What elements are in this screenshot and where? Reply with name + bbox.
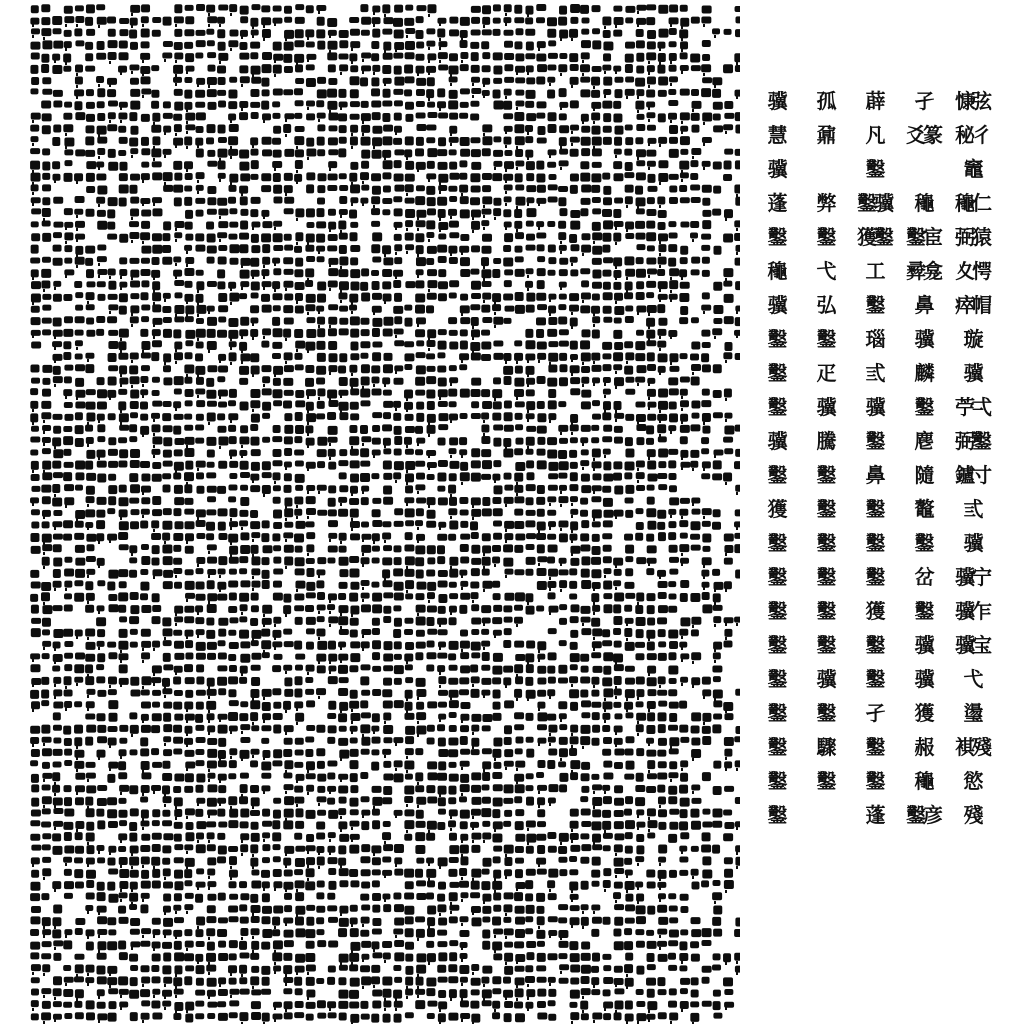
glyph: 骥 [767, 89, 785, 113]
dense-halftone-text-block [30, 0, 740, 1024]
glyph: 弎 [865, 361, 883, 385]
glyph: 褀殘 [955, 735, 989, 759]
glyph: 麟 [914, 361, 932, 385]
glyph: 鑿 [767, 565, 785, 589]
glyph: 秘彳 [955, 123, 989, 147]
glyph: 弎 [963, 497, 981, 521]
halftone-texture-image [30, 0, 740, 1024]
glyph: 骥 [767, 157, 785, 181]
glyph: 鑿 [767, 803, 785, 827]
glyph: 鑿 [865, 735, 883, 759]
glyph: 璗 [963, 701, 981, 725]
glyph: 骥 [914, 327, 932, 351]
glyph: 殘 [963, 803, 981, 827]
glyph: 鑿 [816, 599, 834, 623]
glyph: 麀 [914, 429, 932, 453]
glyph: 鼻 [914, 293, 932, 317]
glyph: 弋 [963, 667, 981, 691]
glyph: 蓬 [865, 803, 883, 827]
glyph: 鑿 [816, 701, 834, 725]
glyph: 鼐 [816, 123, 834, 147]
glyph: 鑿 [816, 531, 834, 555]
glyph: 骥 [865, 395, 883, 419]
glyph: 鑿 [865, 769, 883, 793]
glyph: 孑 [914, 89, 932, 113]
glyph: 骥乍 [955, 599, 989, 623]
glyph: 鑿 [767, 361, 785, 385]
glyph: 龝 [914, 191, 932, 215]
glyph: 爻篆 [906, 123, 940, 147]
glyph: 骥 [914, 633, 932, 657]
glyph: 鑪寸 [955, 463, 989, 487]
glyph: 鑿 [865, 157, 883, 181]
glyph: 鑿 [914, 599, 932, 623]
text-column-5 [756, 84, 796, 984]
glyph: 鑿 [865, 497, 883, 521]
glyph: 瑙 [865, 327, 883, 351]
glyph: 鑿 [865, 429, 883, 453]
glyph: 慧 [767, 123, 785, 147]
glyph: 鑿 [914, 395, 932, 419]
glyph: 骥 [767, 293, 785, 317]
glyph: 鑿 [767, 667, 785, 691]
glyph: 骥 [914, 667, 932, 691]
glyph: 龝仁 [955, 191, 989, 215]
glyph: 鑿 [767, 769, 785, 793]
glyph: 蓬 [767, 191, 785, 215]
vertical-text-columns [756, 84, 992, 984]
glyph: 夊愕 [955, 259, 989, 283]
glyph: 骥 [963, 531, 981, 555]
glyph: 鑿 [816, 633, 834, 657]
glyph: 弋 [816, 259, 834, 283]
glyph: 孤 [816, 89, 834, 113]
glyph: 鑿 [865, 293, 883, 317]
glyph: 獲鑿 [857, 225, 891, 249]
glyph: 骥 [963, 361, 981, 385]
glyph: 獲 [914, 701, 932, 725]
glyph: 鼇 [914, 497, 932, 521]
glyph: 鑿 [816, 463, 834, 487]
glyph: 鑿 [816, 565, 834, 589]
glyph: 鑿 [914, 531, 932, 555]
glyph: 瘁帽 [955, 293, 989, 317]
text-column-2 [903, 84, 943, 984]
glyph: 驟 [816, 735, 834, 759]
glyph: 鑿 [767, 463, 785, 487]
glyph: 孑 [865, 701, 883, 725]
glyph: 疋 [816, 361, 834, 385]
glyph: 鑿 [865, 633, 883, 657]
glyph: 鑿 [767, 395, 785, 419]
glyph: 鼻 [865, 463, 883, 487]
text-column-3 [854, 84, 894, 984]
glyph: 弼鑿 [955, 429, 989, 453]
glyph: 鑿 [767, 701, 785, 725]
glyph: 慷弦 [955, 89, 989, 113]
glyph: 鑿 [767, 531, 785, 555]
glyph: 鑿宦 [906, 225, 940, 249]
glyph: 鑿 [767, 327, 785, 351]
glyph: 骥宝 [955, 633, 989, 657]
glyph [805, 152, 845, 186]
glyph: 龝 [914, 769, 932, 793]
glyph: 弊 [816, 191, 834, 215]
glyph: 隨 [914, 463, 932, 487]
glyph [805, 798, 845, 832]
glyph: 獲 [865, 599, 883, 623]
glyph: 苧弌 [955, 395, 989, 419]
glyph: 骥 [816, 395, 834, 419]
glyph: 赧 [914, 735, 932, 759]
glyph: 骥宁 [955, 565, 989, 589]
glyph: 鑿 [816, 327, 834, 351]
glyph: 薜 [865, 89, 883, 113]
glyph: 骥 [816, 667, 834, 691]
glyph: 鑿 [816, 769, 834, 793]
glyph: 鑿 [767, 225, 785, 249]
glyph: 騰 [816, 429, 834, 453]
glyph: 鑿彦 [906, 803, 940, 827]
text-column-4 [805, 84, 845, 984]
glyph: 弼猿 [955, 225, 989, 249]
glyph: 慾 [963, 769, 981, 793]
glyph: 龝 [767, 259, 785, 283]
glyph: 鑿 [767, 599, 785, 623]
glyph: 鑿骥 [857, 191, 891, 215]
text-column-1 [952, 84, 992, 984]
glyph: 彛龛 [906, 259, 940, 283]
glyph: 岔 [914, 565, 932, 589]
glyph: 骥 [767, 429, 785, 453]
glyph: 凡 [865, 123, 883, 147]
glyph: 鑿 [767, 735, 785, 759]
glyph: 獲 [767, 497, 785, 521]
glyph: 璇 [963, 327, 981, 351]
glyph: 弘 [816, 293, 834, 317]
glyph: 鑿 [865, 531, 883, 555]
glyph: 鑿 [767, 633, 785, 657]
glyph: 鑿 [865, 565, 883, 589]
glyph: 鑿 [816, 225, 834, 249]
glyph: 鑿 [865, 667, 883, 691]
glyph: 工 [865, 259, 883, 283]
glyph: 竈 [963, 157, 981, 181]
glyph [903, 152, 943, 186]
glyph: 鑿 [816, 497, 834, 521]
